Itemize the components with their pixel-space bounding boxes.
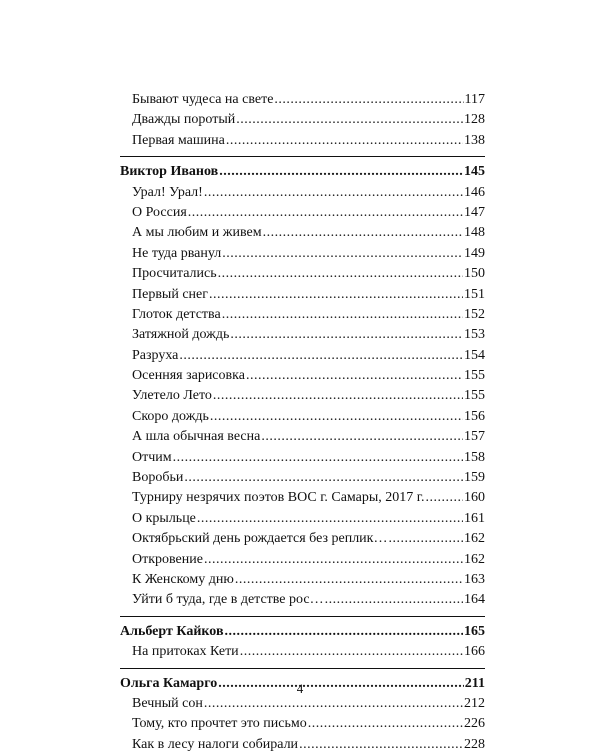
toc-entry — [120, 427, 485, 447]
toc-entry — [120, 448, 485, 468]
toc-entry — [120, 735, 485, 755]
toc-entry-title: К Женскому дню — [132, 571, 234, 587]
toc-entry-title: Затяжной дождь — [132, 327, 230, 343]
dot-leader — [204, 183, 463, 203]
table-of-contents — [120, 90, 485, 755]
toc-entry — [120, 366, 485, 386]
toc-entry-page: 151 — [464, 286, 485, 302]
dot-leader — [246, 366, 463, 386]
toc-entry-title: Глоток детства — [132, 306, 221, 322]
toc-entry — [120, 529, 485, 549]
dot-leader — [230, 325, 463, 345]
toc-entry-page: 157 — [464, 429, 485, 445]
toc-entry-page: 226 — [464, 716, 485, 732]
toc-entry-page: 128 — [464, 112, 485, 128]
toc-entry-page: 228 — [464, 736, 485, 752]
dot-leader — [425, 488, 463, 508]
dot-leader — [235, 570, 463, 590]
toc-entry — [120, 244, 485, 264]
dot-leader — [204, 550, 463, 570]
toc-entry-title: Дважды поротый — [132, 112, 236, 128]
dot-leader — [209, 285, 463, 305]
toc-entry — [120, 183, 485, 203]
dot-leader — [213, 386, 463, 406]
toc-entry-page: 162 — [464, 551, 485, 567]
toc-author-name: Виктор Иванов — [120, 164, 219, 180]
toc-entry — [120, 110, 485, 130]
dot-leader — [325, 590, 463, 610]
dot-leader — [263, 223, 463, 243]
toc-entry — [120, 285, 485, 305]
section-divider — [120, 668, 485, 669]
toc-author-page: 165 — [464, 623, 485, 639]
toc-entry-page: 117 — [464, 92, 485, 107]
toc-entry — [120, 509, 485, 529]
dot-leader — [236, 110, 463, 130]
toc-author — [120, 622, 485, 642]
toc-entry-title: А мы любим и живем — [132, 225, 262, 241]
dot-leader — [274, 90, 463, 110]
toc-entry — [120, 468, 485, 488]
dot-leader — [261, 427, 463, 447]
toc-entry-title: Как в лесу налоги собирали — [132, 736, 299, 752]
toc-author — [120, 162, 485, 182]
toc-section — [120, 622, 485, 663]
dot-leader — [225, 622, 463, 642]
toc-entry — [120, 223, 485, 243]
toc-entry-title: Улетело Лето — [132, 388, 212, 404]
toc-entry-page: 161 — [464, 510, 485, 526]
toc-entry-page: 164 — [464, 592, 485, 608]
toc-author-page: 145 — [464, 164, 485, 180]
toc-entry-title: Не туда рванул — [132, 245, 222, 261]
toc-entry-title: Осенняя зарисовка — [132, 368, 245, 384]
toc-entry — [120, 407, 485, 427]
toc-entry-title: О крыльце — [132, 510, 196, 526]
toc-entry-page: 149 — [464, 245, 485, 261]
toc-entry-title: Октябрьский день рождается без реплик… — [132, 531, 388, 547]
toc-entry-page: 160 — [464, 490, 485, 506]
dot-leader — [388, 529, 463, 549]
dot-leader — [188, 203, 463, 223]
toc-entry — [120, 203, 485, 223]
toc-section — [120, 162, 485, 611]
toc-entry-title: Тому, кто прочтет это письмо — [132, 716, 307, 732]
toc-entry-title: На притоках Кети — [132, 644, 239, 660]
section-divider — [120, 156, 485, 157]
dot-leader — [179, 346, 463, 366]
toc-entry — [120, 305, 485, 325]
toc-entry-page: 138 — [464, 132, 485, 148]
toc-entry-page: 156 — [464, 408, 485, 424]
toc-entry-page: 152 — [464, 306, 485, 322]
toc-entry-title: Воробьи — [132, 470, 184, 486]
toc-entry-page: 163 — [464, 571, 485, 587]
toc-entry — [120, 714, 485, 734]
section-divider — [120, 616, 485, 617]
toc-entry-page: 159 — [464, 470, 485, 486]
toc-entry-page: 154 — [464, 347, 485, 363]
dot-leader — [197, 509, 463, 529]
toc-entry — [120, 488, 485, 508]
toc-entry-title: О Россия — [132, 204, 187, 220]
toc-entry — [120, 642, 485, 662]
dot-leader — [219, 162, 463, 182]
toc-entry-title: А шла обычная весна — [132, 429, 261, 445]
toc-entry-page: 158 — [464, 449, 485, 465]
toc-entry-title: Вечный сон — [132, 695, 203, 711]
toc-entry-title: Первый снег — [132, 286, 208, 302]
dot-leader — [222, 244, 463, 264]
toc-entry-page: 147 — [464, 204, 485, 220]
toc-entry — [120, 131, 485, 151]
toc-entry — [120, 325, 485, 345]
dot-leader — [173, 448, 463, 468]
toc-author-name: Альберт Кайков — [120, 623, 224, 639]
toc-entry-title: Скоро дождь — [132, 408, 209, 424]
dot-leader — [299, 735, 463, 755]
dot-leader — [226, 131, 463, 151]
page-number: 4 — [296, 681, 304, 696]
toc-entry-title: Просчитались — [132, 266, 217, 282]
dot-leader — [308, 714, 463, 734]
toc-author-name: Ольга Камарго — [120, 675, 218, 691]
toc-entry-page: 212 — [464, 695, 485, 711]
toc-author-page: 211 — [464, 675, 485, 691]
toc-entry-title: Турниру незрячих поэтов ВОС г. Самары, 2017 г. — [132, 490, 425, 506]
dot-leader — [210, 407, 463, 427]
toc-entry-title: Отчим — [132, 449, 172, 465]
toc-entry-page: 146 — [464, 184, 485, 200]
toc-section — [120, 90, 485, 151]
toc-entry — [120, 264, 485, 284]
toc-entry — [120, 386, 485, 406]
toc-entry-title: Урал! Урал! — [132, 184, 203, 200]
dot-leader — [184, 468, 463, 488]
toc-entry-page: 155 — [464, 388, 485, 404]
toc-entry-title: Первая машина — [132, 132, 225, 148]
toc-entry-title: Уйти б туда, где в детстве рос… — [132, 592, 324, 608]
toc-entry — [120, 90, 485, 110]
toc-entry — [120, 590, 485, 610]
toc-entry-title: Бывают чудеса на свете — [132, 92, 274, 107]
dot-leader — [240, 642, 463, 662]
toc-entry-page: 166 — [464, 644, 485, 660]
toc-entry — [120, 346, 485, 366]
dot-leader — [222, 305, 463, 325]
toc-entry-page: 155 — [464, 368, 485, 384]
toc-entry-title: Откровение — [132, 551, 203, 567]
toc-entry-page: 148 — [464, 225, 485, 241]
toc-entry-page: 162 — [464, 531, 485, 547]
toc-entry-page: 150 — [464, 266, 485, 282]
toc-entry-page: 153 — [464, 327, 485, 343]
toc-entry — [120, 570, 485, 590]
dot-leader — [218, 264, 463, 284]
toc-entry — [120, 550, 485, 570]
toc-entry-title: Разруха — [132, 347, 179, 363]
